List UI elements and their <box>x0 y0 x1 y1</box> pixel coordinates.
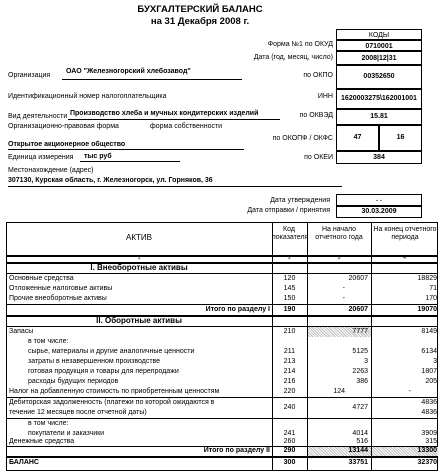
table-row: в том числе: <box>28 420 69 427</box>
col-num-2: 2 <box>288 255 291 261</box>
table-row: Запасы 210 7777 8149 <box>9 328 437 335</box>
activity-value: Производство хлеба и мучных кондитерских изделий <box>70 110 259 117</box>
col-code-header: Код показателя <box>272 226 309 241</box>
section-1-header: I. Внеоборотные активы <box>90 263 188 272</box>
col-num-4: 4 <box>403 255 406 261</box>
address-value: 307130, Курская область, г. Железногорск, ул. Горняков, 36 <box>8 177 213 184</box>
address-label: Местонахождение (адрес) <box>8 167 94 174</box>
col-num-3: 3 <box>337 255 341 261</box>
date-label: Дата (год, месяц, число) <box>253 54 333 61</box>
col-num-1: 1 <box>137 255 141 261</box>
table-row: затраты в незавершенном производстве 213 3 3 <box>28 358 437 365</box>
table-row-total: Итого по разделу II 290 13144 13300 <box>203 447 437 454</box>
okud-value: 0710001 <box>336 40 422 51</box>
okei-label: по ОКЕИ <box>304 154 333 161</box>
table-row: Отложенные налоговые активы 145 - 71 <box>9 285 437 292</box>
inn-label: ИНН <box>317 93 333 100</box>
report-date: на 31 Декабря 2008 г. <box>150 16 250 27</box>
table-row: течение 12 месяцев после отчетной даты) 240 4727 4836 <box>9 404 437 416</box>
table-row: готовая продукция и товары для перепродажи 214 2263 1807 <box>28 368 437 375</box>
inn-full-label: Идентификационный номер налогоплательщика <box>8 93 167 100</box>
col-end-header: На конец отчетного периода <box>373 226 437 241</box>
table-row: Денежные средства 260 516 315 <box>9 438 437 445</box>
page-title: БУХГАЛТЕРСКИЙ БАЛАНС <box>137 4 263 15</box>
legal-form-value: Открытое акционерное общество <box>8 141 126 148</box>
okei-value: 384 <box>336 151 422 164</box>
okpo-value: 00352650 <box>336 65 422 89</box>
col-asset-header: АКТИВ <box>126 233 152 242</box>
table-row: Основные средства 120 20607 18829 <box>9 275 437 282</box>
table-row: покупатели и заказчики 241 4014 3909 <box>28 430 437 437</box>
activity-label: Вид деятельности <box>8 113 68 120</box>
okopf-value: 47 <box>336 125 379 151</box>
inn-value: 1620003275\162001001 <box>336 89 422 109</box>
table-row: расходы будущих периодов 216 386 205 <box>28 378 437 385</box>
table-row-total: Итого по разделу I 190 20607 19070 <box>205 306 437 313</box>
table-row-balance: БАЛАНС 300 33751 32370 <box>9 459 437 466</box>
table-row: в том числе: <box>28 338 69 345</box>
table-row: Налог на добавленную стоимость по приобретенным ценностям 220 124 - <box>9 388 411 395</box>
table-row: сырье, материалы и другие аналогичные ценности 211 5125 6134 <box>28 348 437 355</box>
codes-header: КОДЫ <box>336 29 422 40</box>
col-begin-header: На начало отчетного года <box>315 226 363 241</box>
table-row: Прочие внеоборотные активы 150 - 170 <box>9 295 437 302</box>
okved-value: 15.81 <box>336 109 422 125</box>
date-value: 2008|12|31 <box>336 51 422 65</box>
org-value: ОАО "Железногорский хлебозавод" <box>66 68 191 75</box>
unit-label: Единица измерения <box>8 154 74 161</box>
okpo-label: по ОКПО <box>303 72 333 79</box>
ownership-label: форма собственности <box>150 123 223 130</box>
okved-label: по ОКВЭД <box>299 112 333 119</box>
legal-form-label: Организационно-правовая форма <box>8 123 119 130</box>
sent-label: Дата отправки / принятия <box>247 207 330 214</box>
okfs-value: 16 <box>379 125 422 151</box>
approved-value: . . <box>336 194 422 206</box>
sent-value: 30.03.2009 <box>336 206 422 218</box>
approved-label: Дата утверждения <box>270 197 330 204</box>
section-2-header: II. Оборотные активы <box>96 316 182 325</box>
org-label: Организация <box>8 72 51 79</box>
table-row: Дебиторская задолженность (платежи по которой ожидаются в 4836 <box>9 399 437 406</box>
okopf-label: по ОКОПФ / ОКФС <box>272 135 333 142</box>
okud-label: Форма №1 по ОКУД <box>267 41 333 48</box>
unit-value: тыс руб <box>84 153 112 160</box>
